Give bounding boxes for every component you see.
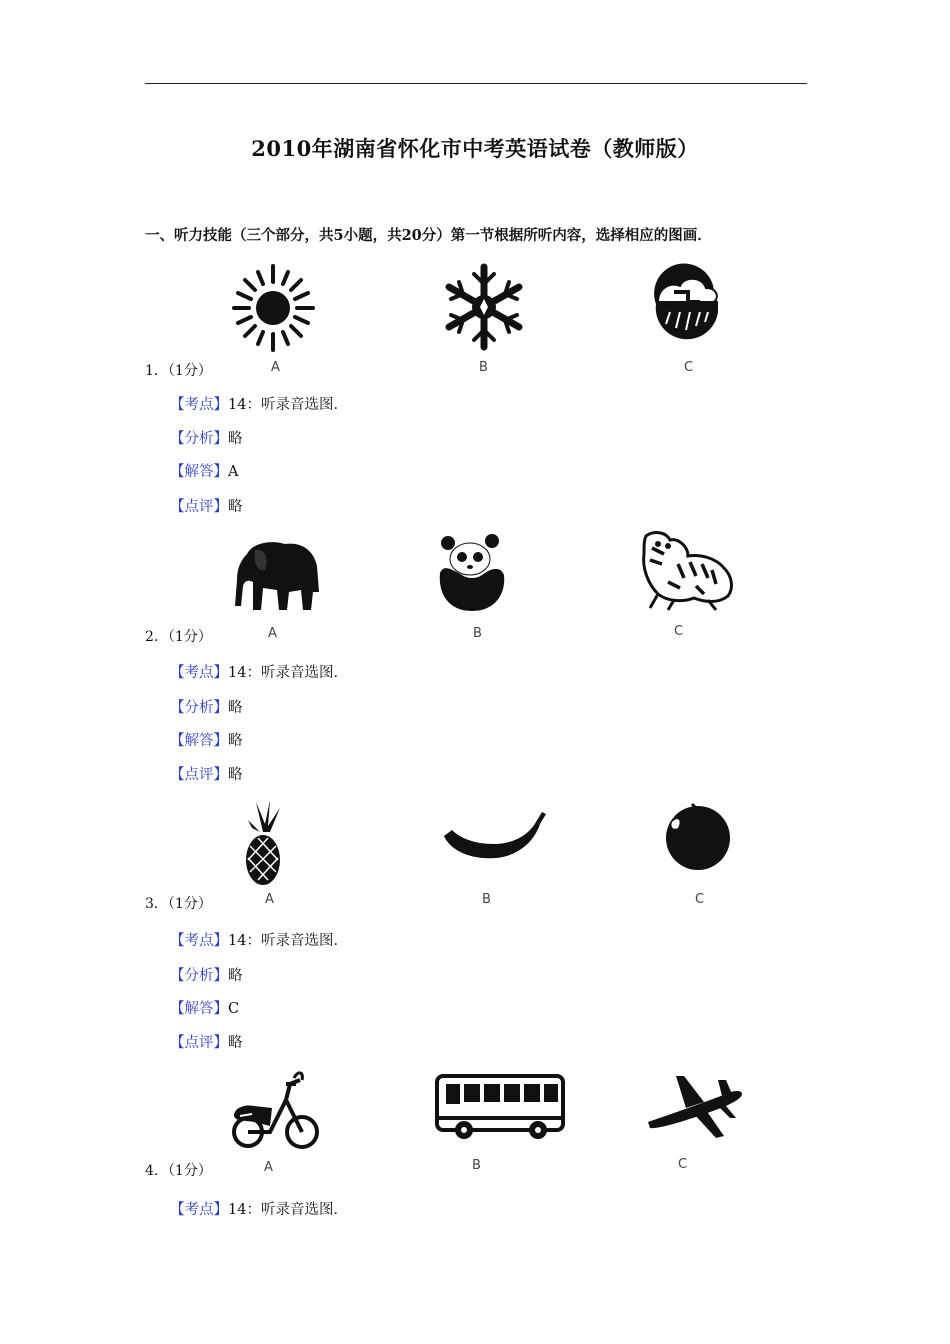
section-heading: 一、听力技能（三个部分，共5小题，共20分）第一节根据所听内容，选择相应的图画．	[145, 227, 712, 244]
sun-icon	[232, 262, 316, 352]
annotation-tag: 【分析】	[170, 700, 228, 716]
annotation-text: 14：听录音选图．	[228, 1202, 348, 1218]
annotation-fenxi	[170, 427, 243, 448]
annotation-text: 略	[228, 431, 243, 447]
annotation-tag: 【点评】	[170, 1035, 228, 1051]
annotation-tag: 【点评】	[170, 499, 228, 515]
annotation-tag: 【考点】	[170, 397, 228, 413]
airplane-icon	[646, 1072, 744, 1140]
annotation-jieda	[170, 460, 238, 481]
annotation-text: 14：听录音选图．	[228, 933, 348, 949]
annotation-text: 略	[228, 733, 243, 749]
motorbike-icon	[230, 1070, 322, 1152]
option-label-b: B	[482, 892, 491, 907]
option-label-a: A	[265, 892, 274, 907]
banana-icon	[440, 806, 548, 868]
page-title: 2010年湖南省怀化市中考英语试卷（教师版）	[251, 136, 699, 161]
annotation-tag: 【解答】	[170, 464, 228, 480]
header-rule	[145, 83, 807, 84]
option-label-c: C	[684, 360, 694, 375]
question-number: 1．（1分）	[145, 363, 212, 379]
rain-cloud-icon	[648, 262, 724, 344]
annotation-tag: 【分析】	[170, 431, 228, 447]
annotation-tag: 【分析】	[170, 968, 228, 984]
question-number: 4．（1分）	[145, 1163, 212, 1179]
annotation-text: 略	[228, 700, 243, 716]
annotation-text: 略	[228, 767, 243, 783]
annotation-tag: 【考点】	[170, 665, 228, 681]
question-number: 2．（1分）	[145, 629, 212, 645]
option-label-c: C	[695, 892, 705, 907]
annotation-text: C	[228, 1001, 240, 1017]
annotation-text: 略	[228, 968, 243, 984]
question-number: 3．（1分）	[145, 896, 212, 912]
annotation-tag: 【考点】	[170, 1202, 228, 1218]
annotation-text: 略	[228, 499, 243, 515]
annotation-kaodian	[170, 929, 348, 950]
annotation-tag: 【点评】	[170, 767, 228, 783]
annotation-text: A	[228, 464, 239, 480]
annotation-kaodian	[170, 661, 348, 682]
annotation-text: 略	[228, 1035, 243, 1051]
annotation-text: 14：听录音选图．	[228, 397, 348, 413]
option-label-a: A	[271, 360, 280, 375]
option-label-a: A	[264, 1160, 273, 1175]
option-label-c: C	[678, 1157, 688, 1172]
option-label-b: B	[472, 1158, 481, 1173]
annotation-fenxi	[170, 964, 243, 985]
annotation-kaodian	[170, 1198, 348, 1219]
annotation-fenxi	[170, 696, 243, 717]
pineapple-icon	[238, 798, 288, 886]
annotation-text: 14：听录音选图．	[228, 665, 348, 681]
annotation-dianping	[170, 763, 243, 784]
annotation-kaodian	[170, 393, 348, 414]
option-label-c: C	[674, 624, 684, 639]
annotation-tag: 【考点】	[170, 933, 228, 949]
annotation-tag: 【解答】	[170, 1001, 228, 1017]
annotation-jieda	[170, 729, 243, 750]
orange-icon	[662, 800, 734, 872]
annotation-tag: 【解答】	[170, 733, 228, 749]
annotation-jieda	[170, 997, 239, 1018]
tiger-icon	[638, 528, 738, 612]
bus-icon	[434, 1070, 568, 1142]
panda-icon	[436, 533, 506, 613]
option-label-b: B	[473, 626, 482, 641]
option-label-a: A	[268, 626, 277, 641]
annotation-dianping	[170, 1031, 243, 1052]
annotation-dianping	[170, 495, 243, 516]
elephant-icon	[233, 536, 321, 614]
option-label-b: B	[479, 360, 488, 375]
snowflake-icon	[441, 262, 527, 352]
